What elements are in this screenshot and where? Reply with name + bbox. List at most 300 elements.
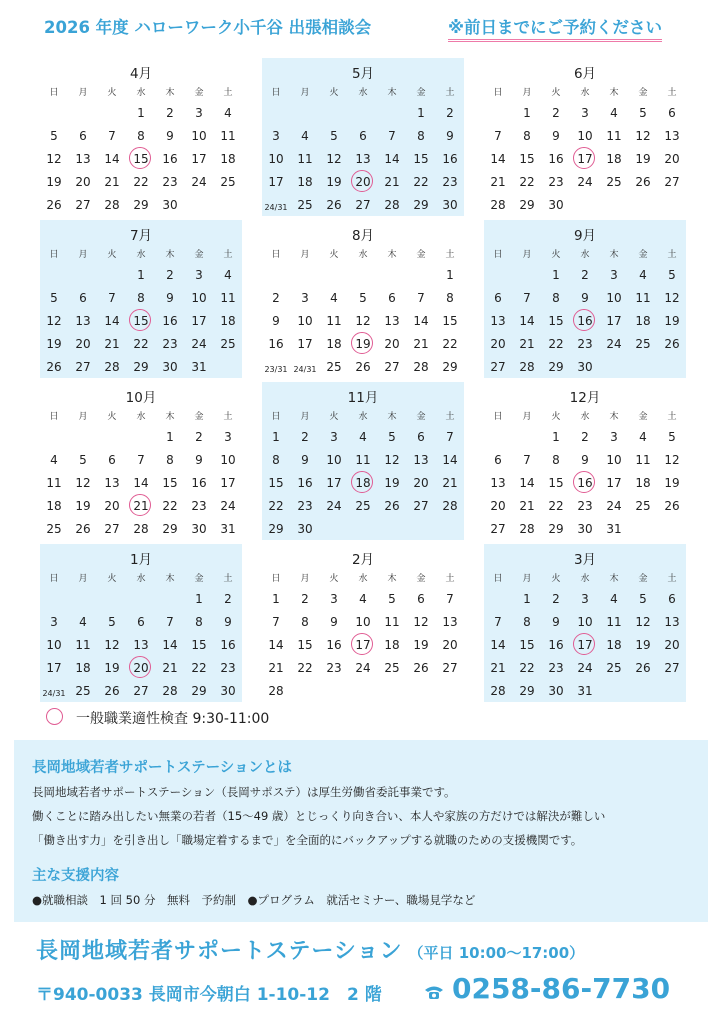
weekday-label: 金: [416, 88, 426, 98]
calendar-day: 14: [442, 453, 458, 467]
calendar-day: 7: [108, 291, 116, 305]
calendar-day: 30: [297, 522, 313, 536]
calendar-day: 16: [297, 476, 313, 490]
calendar-day: 3: [581, 106, 589, 120]
calendar-day: 7: [523, 291, 531, 305]
calendar-day: 17: [606, 314, 622, 328]
calendar-day: 11: [220, 129, 236, 143]
calendar-day: 19: [664, 314, 680, 328]
calendar-day: 2: [552, 592, 560, 606]
weekday-label: 水: [136, 574, 146, 584]
calendar-day: 9: [224, 615, 232, 629]
calendar-day: 3: [330, 430, 338, 444]
calendar-day: 20: [664, 152, 680, 166]
calendar-day: 21: [268, 661, 284, 675]
calendar-day: 6: [137, 615, 145, 629]
calendar-day: 7: [108, 129, 116, 143]
calendar-day: 1: [446, 268, 454, 282]
calendar-day: 24/31: [42, 689, 66, 698]
calendar-day: 30: [162, 198, 178, 212]
calendar-day: 5: [330, 129, 338, 143]
weekday-label: 日: [49, 88, 59, 98]
calendar-day: 25: [606, 661, 622, 675]
month-calendar: [40, 382, 242, 540]
calendar-day: 6: [79, 129, 87, 143]
calendar-day: 18: [606, 638, 622, 652]
calendar-day: 13: [664, 615, 680, 629]
calendar-day: 12: [355, 314, 371, 328]
calendar-day: 20: [75, 175, 91, 189]
calendar-day: 14: [268, 638, 284, 652]
calendar-day: 6: [108, 453, 116, 467]
calendar-day: 3: [581, 592, 589, 606]
weekday-label: 水: [358, 574, 368, 584]
month-name: 9月: [573, 228, 597, 244]
calendar-day: 24: [606, 337, 622, 351]
weekday-label: 金: [638, 574, 648, 584]
calendar-day: 12: [664, 291, 680, 305]
calendar-day: 22: [133, 175, 149, 189]
calendar-day: 27: [442, 661, 458, 675]
reservation-note: ※前日までにご予約ください: [448, 14, 662, 42]
calendar-day: 11: [75, 638, 91, 652]
calendar-day: 22: [191, 661, 207, 675]
weekday-label: 金: [194, 250, 204, 260]
calendar-day: 28: [133, 522, 149, 536]
calendar-day: 21: [384, 175, 400, 189]
calendar-day: 30: [577, 522, 593, 536]
calendar-day: 22: [548, 337, 564, 351]
calendar-day: 27: [413, 499, 429, 513]
calendar-day: 3: [330, 592, 338, 606]
calendar-day: 5: [639, 106, 647, 120]
weekday-label: 土: [445, 574, 455, 584]
calendar-day: 12: [413, 615, 429, 629]
calendar-day: 10: [606, 453, 622, 467]
month-name: 8月: [351, 228, 375, 244]
weekday-label: 土: [667, 250, 677, 260]
month-calendar: [40, 544, 242, 702]
calendar-day: 12: [664, 453, 680, 467]
calendar-day: 23: [162, 337, 178, 351]
calendar-day: 9: [552, 615, 560, 629]
weekday-label: 木: [387, 412, 397, 422]
header: [0, 10, 724, 44]
weekday-label: 木: [609, 412, 619, 422]
calendar-day: 9: [552, 129, 560, 143]
calendar-day: 13: [133, 638, 149, 652]
weekday-label: 金: [638, 412, 648, 422]
weekday-label: 木: [387, 250, 397, 260]
calendar-day: 3: [50, 615, 58, 629]
calendar-day: 21: [519, 499, 535, 513]
calendar-day: 7: [272, 615, 280, 629]
month-calendar: [40, 220, 242, 378]
calendar-day: 19: [326, 175, 342, 189]
weekday-label: 火: [551, 88, 561, 98]
calendar-day: 27: [490, 360, 506, 374]
weekday-label: 木: [165, 574, 175, 584]
weekday-label: 火: [329, 88, 339, 98]
calendar-day: 7: [523, 453, 531, 467]
calendar-day: 16: [220, 638, 236, 652]
weekday-label: 水: [580, 574, 590, 584]
phone-number[interactable]: 0258-86-7730: [452, 972, 671, 1005]
weekday-label: 木: [609, 574, 619, 584]
calendar-day: 12: [384, 453, 400, 467]
calendar-day: 21: [442, 476, 458, 490]
month-calendar: [484, 382, 686, 540]
calendar-day: 14: [104, 314, 120, 328]
weekday-label: 月: [78, 574, 88, 584]
calendar-day: 9: [301, 453, 309, 467]
calendar-day: 13: [413, 453, 429, 467]
calendar-day: 10: [46, 638, 62, 652]
org-name: 長岡地域若者サポートステーション: [36, 939, 403, 964]
calendar-day: 11: [46, 476, 62, 490]
month-name: 3月: [573, 552, 597, 568]
calendar-day: 11: [297, 152, 313, 166]
calendar-day: 31: [577, 684, 593, 698]
calendar-day: 17: [326, 476, 342, 490]
calendar-day: 8: [446, 291, 454, 305]
calendar-day: 17: [606, 476, 622, 490]
calendar-day: 20: [490, 337, 506, 351]
weekday-label: 月: [78, 88, 88, 98]
calendar-day: 15: [519, 152, 535, 166]
month-name: 10月: [125, 390, 157, 406]
weekday-label: 火: [329, 412, 339, 422]
month-calendar: [262, 220, 464, 378]
calendar-day: 26: [75, 522, 91, 536]
calendar-day: 4: [79, 615, 87, 629]
calendar-day: 9: [272, 314, 280, 328]
weekday-label: 金: [416, 250, 426, 260]
calendar-day: 29: [413, 198, 429, 212]
weekday-label: 土: [223, 88, 233, 98]
calendar-day: 21: [162, 661, 178, 675]
calendar-day: 15: [268, 476, 284, 490]
calendar-day: 24: [191, 175, 207, 189]
calendar-day: 14: [490, 638, 506, 652]
calendar-day: 27: [664, 661, 680, 675]
calendar-day: 19: [75, 499, 91, 513]
calendar-day: 20: [75, 337, 91, 351]
calendar-day: 8: [137, 129, 145, 143]
weekday-label: 日: [493, 88, 503, 98]
calendar-day: 16: [442, 152, 458, 166]
calendar-day: 22: [133, 337, 149, 351]
calendar-day: 30: [220, 684, 236, 698]
calendar-day: 20: [664, 638, 680, 652]
info-title: 長岡地域若者サポートステーションとは: [32, 760, 292, 776]
organization: [36, 934, 584, 965]
calendar-day: 10: [577, 129, 593, 143]
weekday-label: 火: [107, 412, 117, 422]
calendar-day: 11: [220, 291, 236, 305]
calendar-day: 5: [50, 291, 58, 305]
calendar-day: 14: [519, 476, 535, 490]
calendar-day: 2: [552, 106, 560, 120]
calendar-day: 13: [442, 615, 458, 629]
calendar-day: 14: [519, 314, 535, 328]
calendar-day: 15: [191, 638, 207, 652]
calendar-day: 18: [326, 337, 342, 351]
calendar-day: 26: [46, 198, 62, 212]
calendar-day: 16: [571, 314, 599, 328]
calendar-day: 11: [606, 129, 622, 143]
calendar-day: 24: [577, 661, 593, 675]
calendar-day: 27: [355, 198, 371, 212]
calendar-day: 12: [104, 638, 120, 652]
weekday-label: 月: [522, 88, 532, 98]
calendar-day: 10: [268, 152, 284, 166]
calendar-day: 10: [355, 615, 371, 629]
calendar-day: 5: [668, 430, 676, 444]
calendar-day: 3: [195, 268, 203, 282]
calendar-day: 23: [577, 499, 593, 513]
calendar-day: 28: [104, 198, 120, 212]
weekday-label: 月: [300, 574, 310, 584]
page-title: 2026 年度 ハローワーク小千谷 出張相談会: [44, 18, 372, 37]
calendar-day: 30: [162, 360, 178, 374]
phone-icon: [424, 984, 444, 1000]
calendar-day: 19: [349, 337, 377, 351]
weekday-label: 火: [551, 412, 561, 422]
calendar-day: 21: [104, 337, 120, 351]
calendar-day: 13: [490, 314, 506, 328]
weekday-label: 水: [136, 250, 146, 260]
calendar-day: 21: [490, 661, 506, 675]
calendar-day: 2: [224, 592, 232, 606]
calendar-day: 16: [326, 638, 342, 652]
calendar-day: 5: [639, 592, 647, 606]
weekday-label: 金: [416, 574, 426, 584]
calendar-day: 29: [519, 198, 535, 212]
calendar-day: 14: [490, 152, 506, 166]
calendar-day: 8: [552, 453, 560, 467]
calendar-day: 21: [127, 499, 155, 513]
calendar-day: 23: [442, 175, 458, 189]
calendar-day: 29: [133, 360, 149, 374]
calendar-day: 10: [297, 314, 313, 328]
calendar-day: 26: [46, 360, 62, 374]
calendar-day: 14: [162, 638, 178, 652]
calendar-day: 4: [224, 268, 232, 282]
calendar-day: 1: [523, 592, 531, 606]
calendar-day: 21: [104, 175, 120, 189]
calendar-day: 24/31: [293, 365, 317, 374]
calendar-day: 13: [355, 152, 371, 166]
calendar-day: 12: [326, 152, 342, 166]
calendar-day: 25: [606, 175, 622, 189]
calendar-day: 27: [490, 522, 506, 536]
calendar-day: 6: [79, 291, 87, 305]
calendar-day: 20: [490, 499, 506, 513]
weekday-label: 木: [387, 88, 397, 98]
month-name: 7月: [129, 228, 153, 244]
calendar-day: 9: [581, 291, 589, 305]
calendar-day: 10: [606, 291, 622, 305]
calendar-day: 22: [519, 175, 535, 189]
calendar-day: 22: [268, 499, 284, 513]
calendar-day: 3: [610, 430, 618, 444]
calendar-day: 30: [191, 522, 207, 536]
calendar-day: 26: [326, 198, 342, 212]
calendar-day: 1: [552, 268, 560, 282]
calendar-day: 2: [301, 592, 309, 606]
calendar-day: 12: [75, 476, 91, 490]
weekday-label: 土: [223, 412, 233, 422]
calendar-day: 13: [490, 476, 506, 490]
calendar-day: 2: [166, 106, 174, 120]
calendar-day: 15: [548, 476, 564, 490]
month-calendar: [262, 544, 464, 702]
calendar-day: 26: [104, 684, 120, 698]
calendar-day: 2: [301, 430, 309, 444]
calendar-day: 28: [490, 684, 506, 698]
calendar-day: 18: [46, 499, 62, 513]
calendar-day: 25: [355, 499, 371, 513]
weekday-label: 金: [416, 412, 426, 422]
calendar-day: 7: [137, 453, 145, 467]
calendar-day: 18: [606, 152, 622, 166]
calendar-day: 1: [523, 106, 531, 120]
calendar-day: 13: [664, 129, 680, 143]
calendar-day: 27: [133, 684, 149, 698]
weekday-label: 日: [271, 250, 281, 260]
calendar-day: 9: [330, 615, 338, 629]
calendar-day: 7: [417, 291, 425, 305]
calendar-day: 26: [355, 360, 371, 374]
calendar-day: 16: [571, 476, 599, 490]
calendar-day: 1: [272, 430, 280, 444]
weekday-label: 火: [107, 250, 117, 260]
calendar-day: 9: [195, 453, 203, 467]
calendar-day: 20: [127, 661, 155, 675]
month-name: 5月: [351, 66, 375, 82]
calendar-day: 31: [191, 360, 207, 374]
calendar-day: 17: [220, 476, 236, 490]
calendar-day: 7: [446, 592, 454, 606]
calendar-day: 22: [162, 499, 178, 513]
calendar-day: 27: [664, 175, 680, 189]
weekday-label: 日: [271, 574, 281, 584]
calendar-day: 28: [490, 198, 506, 212]
calendar-day: 11: [606, 615, 622, 629]
weekday-label: 月: [78, 412, 88, 422]
calendar-day: 13: [75, 314, 91, 328]
calendar-day: 25: [384, 661, 400, 675]
calendar-day: 16: [548, 638, 564, 652]
calendar-day: 26: [664, 499, 680, 513]
calendar-day: 19: [104, 661, 120, 675]
weekday-label: 日: [49, 412, 59, 422]
calendar-day: 26: [635, 661, 651, 675]
circle-marker-icon: [46, 708, 63, 725]
calendar-day: 2: [166, 268, 174, 282]
calendar-day: 16: [191, 476, 207, 490]
calendar-day: 4: [359, 592, 367, 606]
calendar-day: 28: [519, 522, 535, 536]
calendar-day: 25: [220, 175, 236, 189]
calendar-day: 31: [220, 522, 236, 536]
calendar-day: 16: [268, 337, 284, 351]
calendar-day: 15: [519, 638, 535, 652]
calendar-day: 6: [417, 430, 425, 444]
weekday-label: 金: [194, 574, 204, 584]
weekday-label: 土: [223, 250, 233, 260]
calendar-day: 18: [75, 661, 91, 675]
calendar-day: 15: [127, 314, 155, 328]
calendar-day: 28: [162, 684, 178, 698]
calendar-day: 26: [635, 175, 651, 189]
calendar-day: 25: [75, 684, 91, 698]
weekday-label: 日: [49, 250, 59, 260]
calendar-day: 4: [50, 453, 58, 467]
calendar-day: 11: [635, 453, 651, 467]
calendar-day: 11: [384, 615, 400, 629]
weekday-label: 月: [522, 412, 532, 422]
calendar-day: 30: [548, 198, 564, 212]
calendar-day: 24: [326, 499, 342, 513]
calendar-day: 20: [442, 638, 458, 652]
calendar-day: 5: [388, 430, 396, 444]
calendar-day: 24: [355, 661, 371, 675]
calendar-day: 14: [384, 152, 400, 166]
calendar-day: 24: [606, 499, 622, 513]
calendar-day: 18: [349, 476, 377, 490]
calendar-day: 5: [108, 615, 116, 629]
calendar-day: 13: [104, 476, 120, 490]
calendar-day: 6: [668, 106, 676, 120]
weekday-label: 火: [551, 250, 561, 260]
calendar-day: 29: [519, 684, 535, 698]
month-calendar: [262, 58, 464, 216]
calendar-day: 30: [577, 360, 593, 374]
info-panel: [14, 740, 708, 922]
calendar-day: 1: [272, 592, 280, 606]
calendar-day: 21: [519, 337, 535, 351]
calendar-day: 28: [413, 360, 429, 374]
weekday-label: 日: [493, 250, 503, 260]
calendar-day: 18: [635, 476, 651, 490]
weekday-label: 木: [609, 88, 619, 98]
weekday-label: 土: [667, 574, 677, 584]
calendar-day: 19: [635, 152, 651, 166]
calendar-day: 12: [635, 129, 651, 143]
calendar-day: 18: [635, 314, 651, 328]
calendar-day: 1: [552, 430, 560, 444]
weekday-label: 木: [165, 412, 175, 422]
calendar-day: 26: [664, 337, 680, 351]
address: 〒940-0033 長岡市今朝白 1-10-12 2 階: [36, 985, 382, 1005]
calendar-day: 22: [297, 661, 313, 675]
calendar-day: 10: [191, 129, 207, 143]
calendar-day: 23: [220, 661, 236, 675]
calendar-day: 23: [326, 661, 342, 675]
calendar-day: 7: [494, 615, 502, 629]
calendar-day: 18: [384, 638, 400, 652]
weekday-label: 火: [551, 574, 561, 584]
calendar-day: 3: [610, 268, 618, 282]
calendar-day: 8: [523, 129, 531, 143]
calendar-day: 22: [442, 337, 458, 351]
info-line: 長岡地域若者サポートステーション（長岡サポステ）は厚生労働省委託事業です。: [32, 785, 456, 799]
calendar-day: 20: [384, 337, 400, 351]
weekday-label: 金: [194, 88, 204, 98]
calendar-day: 11: [326, 314, 342, 328]
